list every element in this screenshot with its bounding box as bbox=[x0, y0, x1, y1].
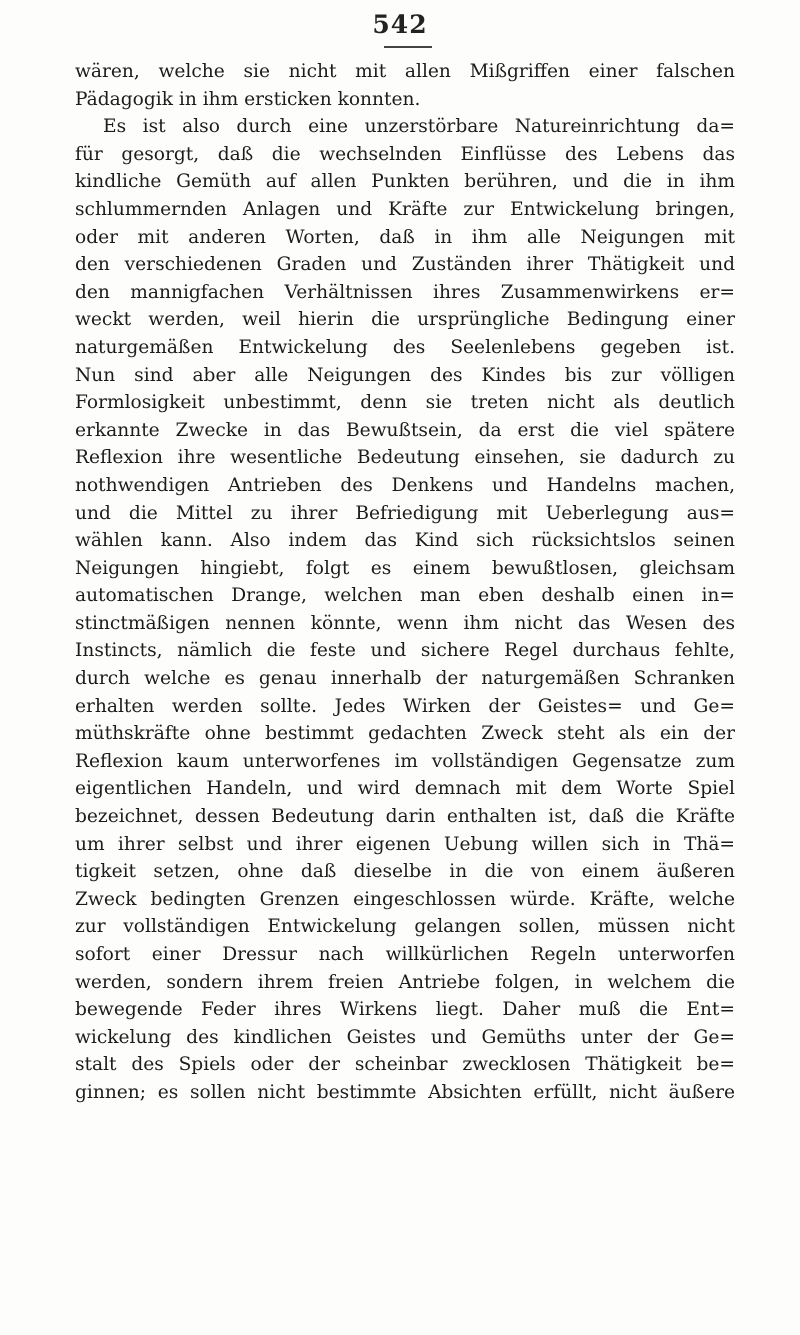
text-line: wählen kann. Also indem das Kind sich rücksichtslos seinen bbox=[75, 530, 735, 552]
text-line: nothwendigen Antrieben des Denkens und Handelns machen, bbox=[75, 474, 735, 496]
text-line: Reflexion ihre wesentliche Bedeutung einsehen, sie dadurch zu bbox=[75, 447, 735, 469]
text-line: Pädagogik in ihm ersticken konnten. bbox=[75, 88, 421, 110]
text-line: Zweck bedingten Grenzen eingeschlossen würde. Kräfte, welche bbox=[75, 888, 735, 910]
text-line: wären, welche sie nicht mit allen Mißgriffen einer falschen bbox=[75, 61, 735, 82]
text-line: durch welche es genau innerhalb der naturgemäßen Schranken bbox=[75, 668, 735, 690]
text-line: Instincts, nämlich die feste und sichere Regel durchaus fehlte, bbox=[75, 640, 735, 662]
text-line: Formlosigkeit unbestimmt, denn sie treten nicht als deutlich bbox=[75, 392, 735, 414]
text-line: stalt des Spiels oder der scheinbar zwecklosen Thätigkeit be= bbox=[75, 1054, 735, 1076]
text-line: erhalten werden sollte. Jedes Wirken der Geistes= und Ge= bbox=[75, 695, 735, 717]
text-line: schlummernden Anlagen und Kräfte zur Entwickelung bringen, bbox=[75, 198, 735, 220]
text-line: stinctmäßigen nennen könnte, wenn ihm nicht das Wesen des bbox=[75, 612, 735, 634]
page-number-rule bbox=[384, 46, 432, 48]
text-line: zur vollständigen Entwickelung gelangen sollen, müssen nicht bbox=[75, 916, 735, 938]
text-line: naturgemäßen Entwickelung des Seelenlebens gegeben ist. bbox=[75, 336, 735, 358]
text-line: den verschiedenen Graden und Zuständen ihrer Thätigkeit und bbox=[75, 254, 735, 276]
text-line: erkannte Zwecke in das Bewußtsein, da erst die viel spätere bbox=[75, 419, 735, 441]
text-line: tigkeit setzen, ohne daß dieselbe in die von einem äußeren bbox=[75, 861, 735, 883]
text-line: eigentlichen Handeln, und wird demnach mit dem Worte Spiel bbox=[75, 778, 735, 800]
text-line: müthskräfte ohne bestimmt gedachten Zweck steht als ein der bbox=[75, 723, 735, 745]
text-line: Neigungen hingiebt, folgt es einem bewußtlosen, gleichsam bbox=[75, 557, 735, 579]
text-line: automatischen Drange, welchen man eben deshalb einen in= bbox=[75, 585, 735, 607]
text-line: werden, sondern ihrem freien Antriebe folgen, in welchem die bbox=[75, 971, 735, 993]
text-line: Es ist also durch eine unzerstörbare Natureinrichtung da= bbox=[103, 116, 735, 138]
text-line: kindliche Gemüth auf allen Punkten berühren, und die in ihm bbox=[75, 171, 735, 193]
text-line: für gesorgt, daß die wechselnden Einflüsse des Lebens das bbox=[75, 143, 735, 165]
text-line: den mannigfachen Verhältnissen ihres Zusammenwirkens er= bbox=[75, 281, 735, 303]
text-line: Nun sind aber alle Neigungen des Kindes bis zur völligen bbox=[75, 364, 735, 386]
text-line: weckt werden, weil hierin die ursprüngliche Bedingung einer bbox=[75, 309, 735, 331]
text-line: bewegende Feder ihres Wirkens liegt. Daher muß die Ent= bbox=[75, 999, 735, 1021]
text-line: bezeichnet, dessen Bedeutung darin enthalten ist, daß die Kräfte bbox=[75, 806, 735, 828]
text-line: Reflexion kaum unterworfenes im vollständigen Gegensatze zum bbox=[75, 750, 735, 772]
text-line: oder mit anderen Worten, daß in ihm alle Neigungen mit bbox=[75, 226, 735, 248]
body-text bbox=[75, 58, 735, 1107]
text-line: um ihrer selbst und ihrer eigenen Uebung willen sich in Thä= bbox=[75, 833, 735, 855]
text-line: wickelung des kindlichen Geistes und Gemüths unter der Ge= bbox=[75, 1026, 735, 1048]
text-line: sofort einer Dressur nach willkürlichen Regeln unterworfen bbox=[75, 944, 735, 965]
page-number: 542 bbox=[372, 10, 428, 39]
text-line: und die Mittel zu ihrer Befriedigung mit Ueberlegung aus= bbox=[75, 502, 735, 524]
text-line: ginnen; es sollen nicht bestimmte Absichten erfüllt, nicht äußere bbox=[75, 1081, 735, 1103]
